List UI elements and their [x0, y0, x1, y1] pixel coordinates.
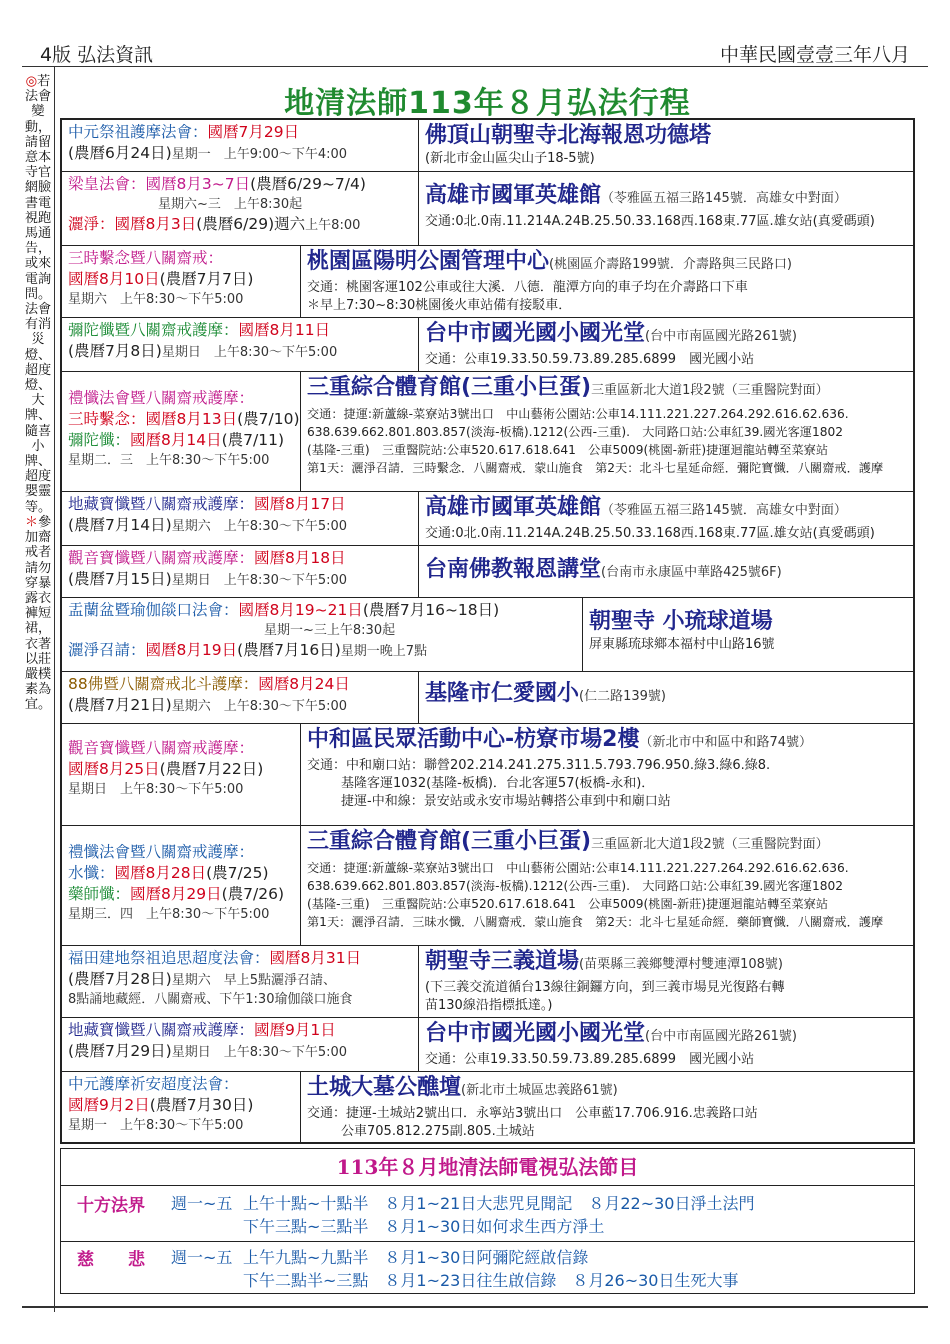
venue-cell: [300, 724, 913, 825]
event-date: 國曆8月13日: [145, 410, 238, 428]
lunar-date: (農7/25): [206, 864, 269, 882]
event-cell: [62, 672, 420, 723]
event-time: 星期一~三上午8:30起: [264, 623, 396, 638]
venue-name: 三重綜合體育館(三重小巨蛋): [307, 375, 592, 400]
event-cell: [62, 546, 420, 597]
event-date: 國曆8月18日: [254, 549, 346, 567]
lunar-date: (農曆7月8日): [68, 342, 162, 360]
event-date: 國曆8月31日: [269, 949, 362, 967]
event-name: 觀音寶懺暨八關齋戒護摩：: [68, 739, 255, 757]
lunar-date: (農曆7月29日): [68, 1042, 172, 1060]
schedule-row: [62, 1072, 913, 1142]
event-time: 星期三．四 上午8:30～下午5:00: [68, 907, 270, 922]
venue-transport: 638.639.662.801.803.857(淡海-板橋).1212(公西-三重). 大同路口站:公車紅39.國光客運1802: [307, 879, 843, 893]
lunar-date: (農曆7月15日): [68, 570, 172, 588]
venue-name: 中和區民眾活動中心-枋寮市場2樓: [307, 727, 640, 752]
sidebar-text2: 參加齋戒者請勿穿暴露衣褲短裙，衣著以莊嚴樸素為宜。: [24, 514, 52, 713]
tv-slot: 下午三點~三點半 ８月1~30日如何求生西方淨土: [243, 1217, 605, 1236]
event-date: 國曆7月29日: [207, 123, 300, 141]
venue-note: ＊早上7:30~8:30桃園後火車站備有接駁車．: [307, 298, 572, 313]
program-note: 第1天：灑淨召請．三昧水懺．八關齋戒．蒙山施食 第2天：北斗七星延命經．藥師寶懺．八關齋戒．護摩: [307, 915, 884, 929]
event-name: 地藏寶懺暨八關齋戒護摩：: [68, 495, 255, 513]
event-date: 國曆8月14日: [130, 431, 222, 449]
venue-transport: 交通：桃園客運102公車或往大溪．八德．龍潭方向的車子均在介壽路口下車: [307, 280, 748, 295]
event-cell: [62, 120, 420, 171]
event-cell: [62, 1072, 302, 1142]
sidebar-star: ＊: [24, 514, 38, 530]
schedule-row: [62, 672, 913, 724]
venue-name: 三重綜合體育館(三重小巨蛋): [307, 829, 592, 854]
program-note: 第1天：灑淨召請．三時繫念．八關齋戒．蒙山施食 第2天：北斗七星延命經．彌陀寶懺．八關齋戒．護摩: [307, 461, 884, 475]
lunar-date: (農曆6/29): [196, 215, 275, 233]
event-time: 星期日 上午8:30～下午5:00: [171, 1045, 348, 1060]
schedule-row: [62, 724, 913, 826]
venue-name: 桃園區陽明公園管理中心: [307, 249, 550, 274]
event-name: 禮懺法會暨八關齋戒護摩：: [68, 389, 255, 407]
event-date: 國曆8月3~7日: [145, 175, 251, 193]
venue-cell: [418, 492, 913, 545]
event-cell: [62, 724, 302, 825]
tv-channel: 十方法界: [77, 1196, 145, 1216]
venue-cell: [300, 246, 913, 317]
event-name: 彌陀懺：: [68, 431, 131, 449]
schedule-row: [62, 826, 913, 946]
tv-slot: 下午二點半~三點 ８月1~23日往生啟信錄 ８月26~30日生死大事: [243, 1271, 739, 1290]
schedule-row: [62, 372, 913, 492]
tv-schedule-title: 113年８月地清法師電視弘法節目: [61, 1149, 914, 1186]
lunar-date: (農7/26): [221, 885, 285, 903]
venue-transport: 交通：捷運-土城站2號出口．永寧站3號出口 公車藍17.706.916.忠義路口站: [307, 1106, 758, 1121]
venue-name: 基隆市仁愛國小: [425, 681, 580, 706]
tv-schedule: [60, 1148, 915, 1294]
event-time: 星期日 上午8:30～下午5:00: [68, 782, 244, 797]
venue-cell: [418, 172, 913, 245]
venue-cell: [418, 120, 913, 171]
event-time: 星期日 上午8:30～下午5:00: [161, 345, 338, 360]
event-date: 國曆8月24日: [258, 675, 350, 693]
weekday: 週六: [274, 215, 306, 233]
event-cell: [62, 598, 584, 671]
schedule-row: [62, 172, 913, 246]
venue-transport: 交通：捷運:新蘆線-菜寮站3號出口 中山藝術公園站:公車14.111.221.227.264.292.616.62.636.: [307, 861, 849, 875]
lunar-date: (農曆6/29~7/4): [250, 175, 366, 193]
venue-address: （新北市中和區中和路74號）: [639, 735, 812, 750]
event-cell: [62, 372, 302, 491]
venue-cell: [418, 672, 913, 723]
venue-address: (台南市永康區中華路425號6F): [601, 565, 782, 580]
event-detail: 8點誦地藏經．八關齋戒、下午1:30瑜伽燄口施食: [68, 992, 353, 1007]
schedule-row: [62, 546, 913, 598]
event-date: 國曆8月3日: [114, 215, 197, 233]
venue-transport: 交通:0北.0南.11.214A.24B.25.50.33.168西.168東.77區.雄女站(真愛碼頭): [425, 526, 875, 541]
lunar-date: (農曆7月30日): [149, 1096, 254, 1114]
sidebar-text: 若法會變動，請留意本寺官網臉書電視跑馬通告，或來電詢問。法會有消災燈、超度燈、大牌、隨喜小牌、超度嬰靈等。: [24, 74, 52, 515]
venue-transport: 交通:0北.0南.11.214A.24B.25.50.33.168西.168東.77區.雄女站(真愛碼頭): [425, 214, 875, 229]
venue-address: （苓雅區五福三路145號．高雄女中對面）: [601, 503, 847, 518]
schedule-row: [62, 318, 913, 372]
tv-row: [61, 1241, 914, 1295]
venue-transport: 交通：捷運:新蘆線-菜寮站3號出口 中山藝術公園站:公車14.111.221.227.264.292.616.62.636.: [307, 407, 849, 421]
event-time: 星期一 上午8:30～下午5:00: [68, 1118, 244, 1133]
event-name: 中元祭祖護摩法會：: [68, 123, 208, 141]
header-right: 中華民國壹壹三年八月: [719, 44, 910, 66]
footer-rule: [22, 1306, 928, 1308]
venue-name: 台中市國光國小國光堂: [425, 1021, 646, 1046]
tv-row: [61, 1187, 914, 1242]
venue-transport: 交通：公車19.33.50.59.73.89.285.6899 國光國小站: [425, 352, 755, 367]
venue-name: 朝聖寺 小琉球道場: [589, 609, 773, 634]
event-time: 星期日 上午8:30～下午5:00: [171, 573, 348, 588]
venue-cell: [418, 318, 913, 371]
venue-name: 朝聖寺三義道場: [425, 949, 580, 974]
venue-address: (新北市土城區忠義路61號): [461, 1083, 618, 1098]
event-time: 星期六 上午8:30～下午5:00: [171, 699, 348, 714]
event-name: 三時繫念暨八關齋戒：: [68, 249, 224, 267]
venue-cell: [418, 1018, 913, 1071]
event-cell: [62, 946, 420, 1017]
venue-name: 土城大墓公醮壇: [307, 1075, 462, 1100]
event-name: 灑淨召請：: [68, 641, 146, 659]
event-name: 灑淨：: [68, 215, 115, 233]
event-name: 福田建地祭祖追思超度法會：: [68, 949, 270, 967]
lunar-date: (農曆7月22日): [159, 760, 264, 778]
event-name: 88佛暨八關齋戒北斗護摩：: [68, 675, 259, 693]
venue-name: 高雄市國軍英雄館: [425, 183, 602, 208]
event-name: 中元護摩祈安超度法會：: [68, 1075, 239, 1093]
venue-cell: [418, 546, 913, 597]
event-name: 禮懺法會暨八關齋戒護摩：: [68, 843, 255, 861]
venue-cell: [300, 1072, 913, 1142]
schedule-table: [60, 118, 915, 1144]
venue-cell: [300, 372, 913, 491]
lunar-date: (農曆7月21日): [68, 696, 172, 714]
event-name: 地藏寶懺暨八關齋戒護摩：: [68, 1021, 255, 1039]
venue-transport: 基隆客運1032(基隆-板橋)．台北客運57(板橋-永和)．: [341, 776, 655, 791]
event-date: 國曆8月19~21日: [238, 601, 363, 619]
event-date: 國曆8月29日: [130, 885, 222, 903]
venue-transport: (基隆-三重) 三重醫院站:公車520.617.618.641 公車5009(桃園-新莊)捷運迴龍站轉至菜寮站: [307, 443, 829, 457]
event-date: 國曆8月25日: [68, 760, 160, 778]
event-date: 國曆8月28日: [114, 864, 207, 882]
header-left: 4版 弘法資訊: [40, 44, 154, 66]
venue-name: 台南佛教報恩講堂: [425, 557, 602, 582]
event-time: 星期六 上午8:30～下午5:00: [68, 292, 244, 307]
event-name: 藥師懺：: [68, 885, 131, 903]
lunar-date: (農曆7月16日): [237, 641, 341, 659]
venue-cell: [582, 598, 913, 671]
event-cell: [62, 1018, 420, 1071]
venue-address: (桃園區介壽路199號．介壽路與三民路口): [549, 257, 792, 272]
event-time: 星期一晚上7點: [340, 644, 428, 659]
tv-slot: 上午九點~九點半 ８月1~30日阿彌陀經啟信錄: [243, 1248, 589, 1267]
event-time: 星期六 上午8:30～下午5:00: [171, 519, 348, 534]
event-date: 國曆9月2日: [68, 1096, 150, 1114]
event-time: 星期一 上午9:00～下午4:00: [171, 147, 348, 162]
venue-name: 台中市國光國小國光堂: [425, 321, 646, 346]
venue-transport: 交通：公車19.33.50.59.73.89.285.6899 國光國小站: [425, 1052, 755, 1067]
venue-address: (台中市南區國光路261號): [645, 1029, 797, 1044]
event-date: 國曆8月11日: [238, 321, 331, 339]
venue-address: 三重區新北大道1段2號（三重醫院對面）: [591, 837, 829, 852]
venue-transport: 苗130線沿指標抵達。): [425, 998, 553, 1013]
event-time: 星期二．三 上午8:30～下午5:00: [68, 453, 270, 468]
schedule-row: [62, 946, 913, 1018]
schedule-row: [62, 598, 913, 672]
event-cell: [62, 492, 420, 545]
tv-days: 週一~五: [171, 1248, 233, 1267]
tv-channel: 慈 悲: [77, 1250, 145, 1270]
event-time: 星期六~三 上午8:30起: [158, 197, 303, 212]
venue-transport: (基隆-三重) 三重醫院站:公車520.617.618.641 公車5009(桃園-新莊)捷運迴龍站轉至菜寮站: [307, 897, 829, 911]
event-name: 水懺：: [68, 864, 115, 882]
sidebar-rule: [54, 67, 55, 1312]
event-date: 國曆8月10日: [68, 270, 160, 288]
venue-address: (仁二路139號): [579, 689, 666, 704]
venue-transport: (下三義交流道循台13線往銅鑼方向，到三義市場見光復路右轉: [425, 980, 785, 995]
event-cell: [62, 826, 302, 945]
venue-transport: 捷運-中和線：景安站或永安市場站轉搭公車到中和廟口站: [341, 794, 671, 809]
schedule-row: [62, 120, 913, 172]
venue-name: 高雄市國軍英雄館: [425, 495, 602, 520]
event-date: 國曆8月19日: [145, 641, 238, 659]
venue-address: (新北市金山區尖山子18-5號): [425, 151, 595, 166]
event-name: 三時繫念：: [68, 410, 146, 428]
event-name: 梁皇法會：: [68, 175, 146, 193]
venue-transport: 638.639.662.801.803.857(淡海-板橋).1212(公西-三重). 大同路口站:公車紅39.國光客運1802: [307, 425, 843, 439]
event-name: 盂蘭盆暨瑜伽燄口法會：: [68, 601, 239, 619]
venue-address: (台中市南區國光路261號): [645, 329, 797, 344]
lunar-date: (農曆6月24日): [68, 144, 172, 162]
event-name: 彌陀懺暨八關齋戒護摩：: [68, 321, 239, 339]
schedule-row: [62, 1018, 913, 1072]
lunar-date: (農曆7月16~18日): [362, 601, 500, 619]
tv-days: 週一~五: [171, 1194, 233, 1213]
event-cell: [62, 246, 302, 317]
venue-cell: [300, 826, 913, 945]
lunar-date: (農7/10): [237, 410, 300, 428]
venue-cell: [418, 946, 913, 1017]
lunar-date: (農曆7月14日): [68, 516, 172, 534]
event-cell: [62, 318, 420, 371]
tv-slot: 上午十點~十點半 ８月1~21日大悲咒見聞記 ８月22~30日淨土法門: [243, 1194, 755, 1213]
event-time: 上午8:00: [305, 218, 361, 233]
venue-address: 屏東縣琉球鄉本福村中山路16號: [589, 637, 775, 652]
event-name: 觀音寶懺暨八關齋戒護摩：: [68, 549, 255, 567]
lunar-date: (農曆7月28日): [68, 970, 172, 988]
page-title: 地清法師113年８月弘法行程: [284, 86, 691, 121]
venue-address: （苓雅區五福三路145號．高雄女中對面）: [601, 191, 847, 206]
event-cell: [62, 172, 420, 245]
lunar-date: (農7/11): [221, 431, 285, 449]
schedule-row: [62, 492, 913, 546]
event-date: 國曆8月17日: [254, 495, 346, 513]
header-rule: [22, 66, 928, 67]
sidebar-notice: [24, 74, 52, 713]
lunar-date: (農曆7月7日): [159, 270, 254, 288]
event-date: 國曆9月1日: [254, 1021, 336, 1039]
venue-name: 佛頂山朝聖寺北海報恩功德塔: [425, 123, 712, 148]
event-time: 星期六 早上5點灑淨召請、: [171, 973, 336, 988]
venue-address: 三重區新北大道1段2號（三重醫院對面）: [591, 383, 829, 398]
sidebar-mark: ◎: [25, 74, 38, 89]
schedule-row: [62, 246, 913, 318]
venue-address: (苗栗縣三義鄉雙潭村雙連潭108號): [579, 957, 783, 972]
venue-transport: 交通：中和廟口站：聯營202.214.241.275.311.5.793.796.950.綠3.綠6.綠8.: [307, 758, 771, 773]
venue-transport: 公車705.812.275副.805.土城站: [341, 1124, 535, 1139]
